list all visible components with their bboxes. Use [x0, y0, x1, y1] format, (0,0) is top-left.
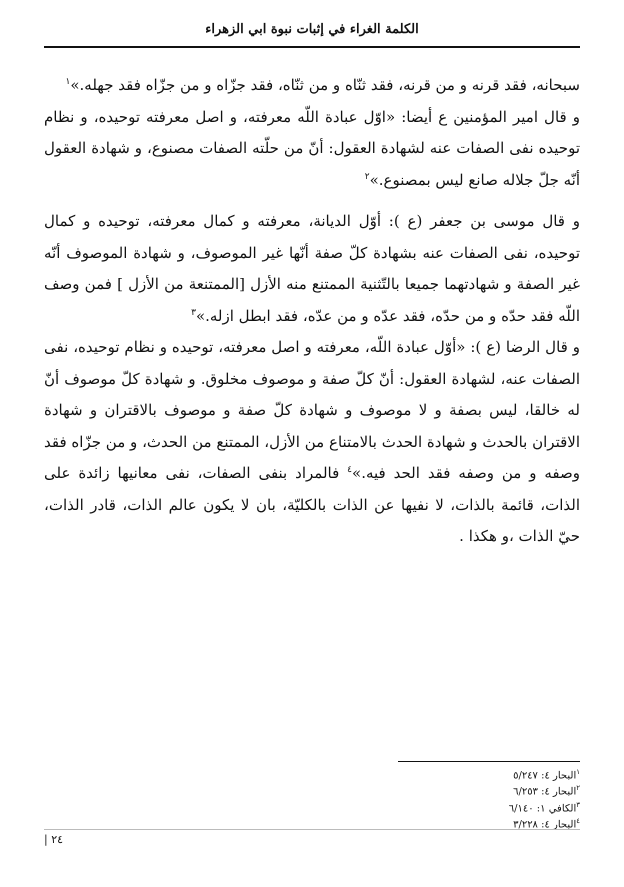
- footnote-number: ٤: [576, 816, 580, 825]
- paragraph-text-continuation: فالمراد بنفى الصفات، نفى معانيها زائدة على الذات، قائمة بالذات، لا نفيها عن الذات بالكليّة، بان لا يكون عالم الذات، قادر الذات، حيّ الذات ،و هكذا .: [44, 464, 580, 545]
- running-header: الكلمة الغراء في إثبات نبوة ابي الزهراء: [205, 22, 419, 37]
- paragraph-text: و قال امير المؤمنين ع أيضا: «اوّل عبادة اللّه معرفته، و اصل معرفته توحيده، و نظام توحيده نفى الصفات عنه لشهادة العقول: أنّ من حلّته الصفات مصنوع، و شهادة العقول أنّه جلّ جلاله صانع ليس بمصنوع.»: [44, 107, 580, 189]
- footnote: [380, 799, 580, 815]
- footnote-number: ٢: [576, 784, 580, 793]
- footnote-ref: ٣: [191, 307, 196, 318]
- paragraph: [44, 102, 580, 197]
- footnote-text: الكافي ١: ٦/١٤٠: [508, 802, 577, 814]
- footnote: [380, 782, 580, 798]
- footnote-text: البحار ٤: ٣/٢٢٨: [513, 819, 577, 831]
- footnotes: [380, 766, 580, 831]
- paragraph-text: و قال الرضا (ع ): «أوّل عبادة اللّه، معرفته و اصل معرفته، توحيده و نظام توحيده، نفى الصفات عنه، لشهادة العقول: أنّ كلّ صفة و موصوف مخلوق. و شهادة كلّ موصوف أنّ له خالقا، ليس بصفة و لا موصوف و شهادة كلّ صفة و موصوف بالاقتران و شهادة الاقتران بالحدث و شهادة الحدث بالامتناع من الأزل، الممتنع من الحدث، و من جزّاه فقد وصفه و من وصفه فقد الحد فيه.»: [44, 338, 581, 482]
- header-divider: [44, 46, 580, 48]
- footnote: [380, 766, 580, 782]
- footnote-ref: ١: [65, 77, 71, 87]
- footnote-number: ٣: [576, 800, 580, 809]
- body-text: [44, 70, 580, 553]
- page-number: | ٢٤: [44, 833, 64, 846]
- paragraph: [44, 70, 580, 102]
- footnote-ref: ٢: [364, 171, 370, 182]
- paragraph-text: سبحانه، فقد قرنه و من قرنه، فقد ثنّاه و من ثنّاه، فقد جزّاه و من جزّاه فقد جهله.»: [70, 76, 580, 94]
- footer-divider: [44, 829, 580, 830]
- footnote-text: البحار ٤: ٦/٢٥٣: [513, 786, 577, 798]
- paragraph-text: و قال موسى بن جعفر (ع ): أوّل الديانة، معرفته و كمال معرفته، توحيده و كمال توحيده، نفى الصفات عنه بشهادة كلّ صفة أنّها غير الموصوف، و شهادة الموصوف أنّه غير الصفة و شهادتهما جميعا بالتّثنية الممتنع منه الأزل [الممتنعة من الأزل ] فمن وصف اللّه فقد حدّه و من حدّه، فقد عدّه و من عدّه، فقد ابطل ازله.»: [44, 212, 580, 325]
- paragraph: [44, 332, 580, 553]
- footnote-divider: [398, 761, 580, 762]
- footnote-ref: ٤: [347, 465, 353, 475]
- footnote-text: البحار ٤: ٥/٢٤٧: [513, 770, 577, 782]
- paragraph: [44, 206, 580, 332]
- footnote-number: ١: [576, 768, 580, 776]
